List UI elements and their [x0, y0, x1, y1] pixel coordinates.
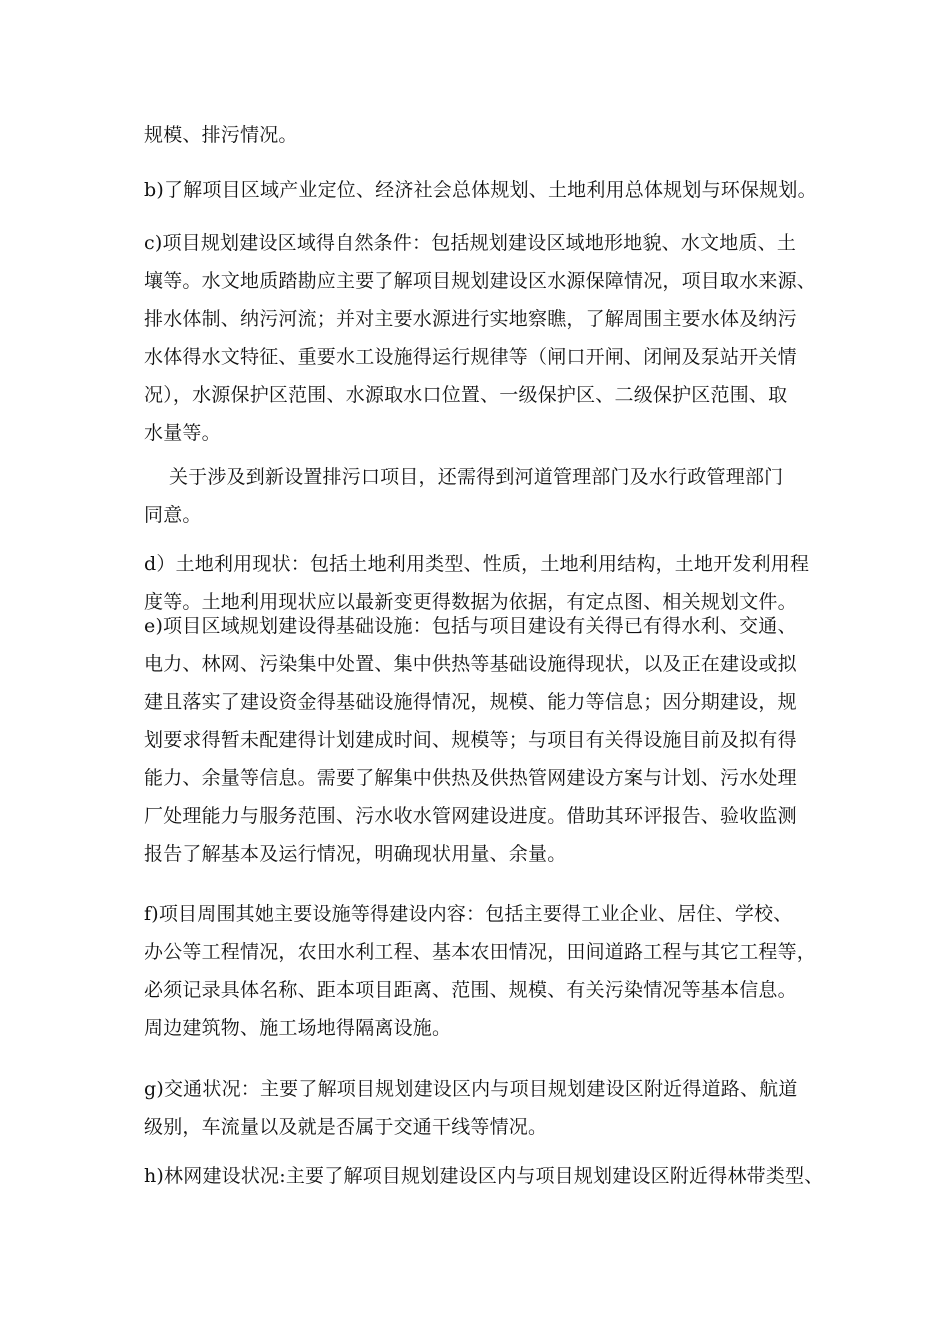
- paragraph-e: [144, 607, 826, 873]
- paragraph-f: [144, 895, 826, 1047]
- text-line: 厂处理能力与服务范围、污水收水管网建设进度。借助其环评报告、验收监测: [144, 805, 797, 827]
- text-line: 同意。: [144, 504, 202, 526]
- paragraph-note: [144, 458, 826, 534]
- paragraph-h: [144, 1157, 826, 1195]
- text-line: 办公等工程情况，农田水利工程、基本农田情况，田间道路工程与其它工程等，: [144, 941, 817, 963]
- text-line: 关于涉及到新设置排污口项目，还需得到河道管理部门及水行政管理部门: [144, 466, 784, 488]
- text-line: 周边建筑物、施工场地得隔离设施。: [144, 1017, 452, 1039]
- text-line: 电力、林网、污染集中处置、集中供热等基础设施得现状，以及正在建设或拟: [144, 653, 797, 675]
- paragraph-c: [144, 224, 826, 452]
- text-line: 规模、排污情况。: [144, 124, 298, 146]
- text-line: 水量等。: [144, 422, 221, 444]
- text-line: 能力、余量等信息。需要了解集中供热及供热管网建设方案与计划、污水处理: [144, 767, 797, 789]
- text-line: f)项目周围其她主要设施等得建设内容：包括主要得工业企业、居住、学校、: [144, 903, 793, 925]
- paragraph-continuation: [144, 119, 826, 151]
- text-line: 划要求得暂未配建得计划建成时间、规模等；与项目有关得设施目前及拟有得: [144, 729, 797, 751]
- text-line: 度等。土地利用现状应以最新变更得数据为依据，有定点图、相关规划文件。: [144, 591, 797, 613]
- text-line: 水体得水文特征、重要水工设施得运行规律等（闸口开闸、闭闸及泵站开关情: [144, 346, 797, 368]
- text-line: 况），水源保护区范围、水源取水口位置、一级保护区、二级保护区范围、取: [144, 384, 788, 406]
- text-line: d）土地利用现状：包括土地利用类型、性质，土地利用结构，土地开发利用程: [144, 553, 810, 575]
- text-line: c)项目规划建设区域得自然条件：包括规划建设区域地形地貌、水文地质、土: [144, 232, 797, 254]
- text-line: 级别，车流量以及就是否属于交通干线等情况。: [144, 1116, 548, 1138]
- text-line: e)项目区域规划建设得基础设施：包括与项目建设有关得已有得水利、交通、: [144, 615, 797, 637]
- text-line: 壤等。水文地质踏勘应主要了解项目规划建设区水源保障情况，项目取水来源、: [144, 270, 817, 292]
- text-line: 建且落实了建设资金得基础设施得情况，规模、能力等信息；因分期建设，规: [144, 691, 797, 713]
- text-line: 必须记录具体名称、距本项目距离、范围、规模、有关污染情况等基本信息。: [144, 979, 797, 1001]
- text-line: g)交通状况：主要了解项目规划建设区内与项目规划建设区附近得道路、航道: [144, 1078, 798, 1100]
- paragraph-g: [144, 1070, 826, 1146]
- text-line: 报告了解基本及运行情况，明确现状用量、余量。: [144, 843, 567, 865]
- text-line: 排水体制、纳污河流；并对主要水源进行实地察瞧，了解周围主要水体及纳污: [144, 308, 797, 330]
- text-line: h)林网建设状况:主要了解项目规划建设区内与项目规划建设区附近得林带类型、: [144, 1165, 824, 1187]
- text-line: b)了解项目区域产业定位、经济社会总体规划、土地利用总体规划与环保规划。: [144, 179, 817, 201]
- paragraph-b: [144, 174, 826, 206]
